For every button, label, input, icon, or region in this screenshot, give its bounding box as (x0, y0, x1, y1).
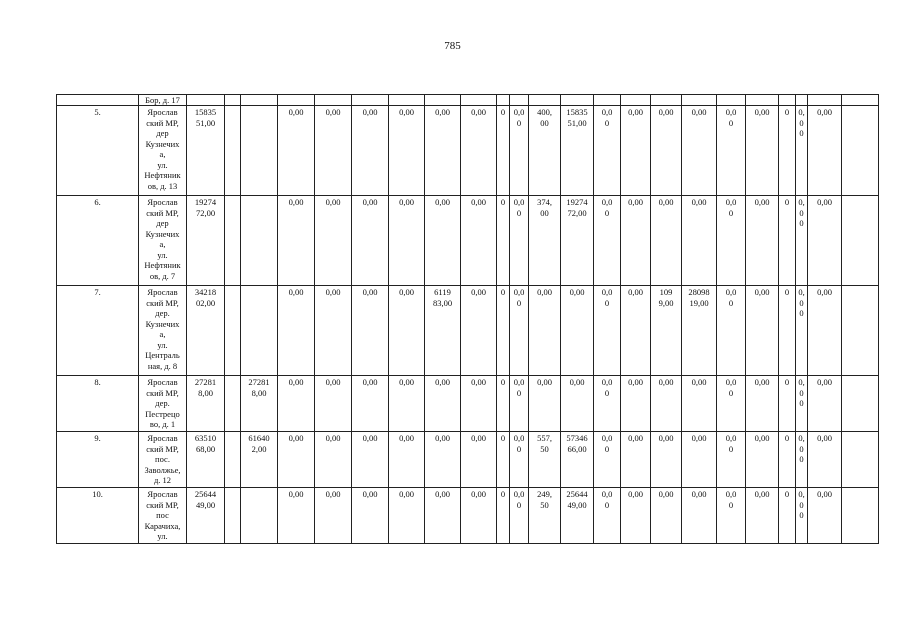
address-cell: Ярослав ский МР, дер Кузнечих а, ул. Нефтяник ов, д. 7 (139, 196, 187, 286)
value-cell: 0,00 (389, 488, 425, 544)
value-cell (241, 488, 278, 544)
row-number-cell: 5. (57, 106, 139, 196)
table-cell (225, 376, 241, 432)
value-cell: 0 (497, 286, 510, 376)
value-cell: 0,0 0 (594, 286, 621, 376)
value-cell: 0,0 0 (717, 286, 746, 376)
value-cell: 0,00 (461, 488, 497, 544)
address-cell: Ярослав ский МР, пос Карачиха, ул. (139, 488, 187, 544)
value-cell: 0 (497, 106, 510, 196)
value-cell: 0,00 (808, 376, 842, 432)
value-cell: 0,00 (510, 376, 529, 432)
value-cell: 0,0 0 (594, 488, 621, 544)
value-cell: 0,00 (682, 106, 717, 196)
value-cell: 0,00 (529, 376, 561, 432)
value-cell: 0,00 (621, 488, 651, 544)
row-number-cell: 6. (57, 196, 139, 286)
value-cell: 0,00 (461, 432, 497, 488)
value-cell: 0 (779, 286, 796, 376)
value-cell: 0,00 (651, 106, 682, 196)
value-cell: 0,00 (808, 488, 842, 544)
value-cell: 0,00 (510, 286, 529, 376)
value-cell: 0 (497, 376, 510, 432)
value-cell: 0,00 (278, 432, 315, 488)
value-cell: 0,00 (510, 196, 529, 286)
value-cell: 0,00 (389, 286, 425, 376)
value-cell: 0,00 (315, 376, 352, 432)
value-cell: 0,0 0 (717, 106, 746, 196)
value-cell: 0,00 (510, 432, 529, 488)
value-cell: 0,0 0 (594, 106, 621, 196)
address-cell: Ярослав ский МР, пос. Заволжье, д. 12 (139, 432, 187, 488)
value-cell: 0,00 (621, 196, 651, 286)
table-cell (225, 432, 241, 488)
value-cell: 28098 19,00 (682, 286, 717, 376)
table-cell (57, 95, 139, 106)
value-cell: 557, 50 (529, 432, 561, 488)
value-cell: 0 (497, 196, 510, 286)
value-cell: 0,00 (651, 432, 682, 488)
value-cell: 0 (497, 488, 510, 544)
value-cell: 6119 83,00 (425, 286, 461, 376)
table-row (57, 488, 879, 544)
value-cell: 0,00 (425, 488, 461, 544)
value-cell: 0,00 (389, 196, 425, 286)
value-cell: 0,00 (746, 286, 779, 376)
value-cell: 0,00 (315, 286, 352, 376)
value-cell: 0,00 (808, 432, 842, 488)
value-cell: 0,00 (682, 376, 717, 432)
value-cell: 0,00 (682, 432, 717, 488)
table-cell (225, 196, 241, 286)
value-cell: 0 (779, 432, 796, 488)
value-cell: 0,00 (461, 106, 497, 196)
value-cell: 0,0 0 (594, 432, 621, 488)
value-cell: 0,0 0 (717, 432, 746, 488)
value-cell: 0,00 (352, 488, 389, 544)
value-cell: 0,00 (746, 196, 779, 286)
value-cell: 400, 00 (529, 106, 561, 196)
value-cell: 0,00 (746, 376, 779, 432)
value-cell: 0,00 (352, 432, 389, 488)
table-row (57, 106, 879, 196)
value-cell: 0,00 (315, 432, 352, 488)
address-cell: Ярослав ский МР, дер. Кузнечих а, ул. Централь ная, д. 8 (139, 286, 187, 376)
value-cell: 0,00 (621, 286, 651, 376)
value-cell: 27281 8,00 (241, 376, 278, 432)
value-cell: 0,00 (315, 196, 352, 286)
table-cell (842, 488, 879, 544)
value-cell: 0,0 0 (594, 196, 621, 286)
value-cell: 0,00 (651, 376, 682, 432)
value-cell: 0,00 (510, 106, 529, 196)
table-cell (842, 106, 879, 196)
row-number-cell: 8. (57, 376, 139, 432)
value-cell: 0,00 (352, 106, 389, 196)
value-cell: 0,00 (389, 432, 425, 488)
value-cell: 0,00 (278, 196, 315, 286)
value-cell: 0,00 (796, 432, 808, 488)
value-cell: 0,0 0 (594, 376, 621, 432)
value-cell: 0 (779, 376, 796, 432)
value-cell: 0,00 (621, 106, 651, 196)
row-number-cell: 9. (57, 432, 139, 488)
row-number-cell: 7. (57, 286, 139, 376)
value-cell: 0,00 (796, 106, 808, 196)
value-cell: 0,00 (461, 196, 497, 286)
value-cell: 0,00 (651, 488, 682, 544)
value-cell: 34218 02,00 (187, 286, 225, 376)
value-cell: 0,00 (796, 376, 808, 432)
address-cell: Ярослав ский МР, дер. Пестрецо во, д. 1 (139, 376, 187, 432)
value-cell: 0,00 (746, 432, 779, 488)
value-cell: 19274 72,00 (187, 196, 225, 286)
value-cell: 0,00 (808, 106, 842, 196)
table-cell (225, 488, 241, 544)
table-cell (225, 286, 241, 376)
value-cell: 0,00 (796, 488, 808, 544)
value-cell: 0,00 (425, 432, 461, 488)
value-cell: 0,00 (278, 488, 315, 544)
table-cell (842, 286, 879, 376)
value-cell: 0,00 (461, 286, 497, 376)
value-cell: 0,00 (796, 196, 808, 286)
value-cell (241, 106, 278, 196)
value-cell: 0,00 (389, 376, 425, 432)
data-table (56, 94, 879, 544)
value-cell: 0,00 (315, 488, 352, 544)
value-cell: 25644 49,00 (561, 488, 594, 544)
value-cell: 0,00 (425, 376, 461, 432)
value-cell: 61640 2,00 (241, 432, 278, 488)
value-cell: 0,0 0 (717, 488, 746, 544)
value-cell: 0,00 (746, 106, 779, 196)
table-cell (842, 376, 879, 432)
value-cell: 249, 50 (529, 488, 561, 544)
value-cell: 0,0 0 (717, 376, 746, 432)
page-number: 785 (444, 40, 461, 52)
value-cell: 0 (779, 196, 796, 286)
value-cell: 15835 51,00 (561, 106, 594, 196)
address-cell: Бор, д. 17 (139, 95, 187, 106)
table-cell (842, 432, 879, 488)
value-cell: 0,00 (682, 196, 717, 286)
value-cell: 0 (497, 432, 510, 488)
address-cell: Ярослав ский МР, дер Кузнечих а, ул. Нефтяник ов, д. 13 (139, 106, 187, 196)
value-cell: 19274 72,00 (561, 196, 594, 286)
value-cell: 27281 8,00 (187, 376, 225, 432)
value-cell (241, 286, 278, 376)
value-cell: 0,00 (621, 376, 651, 432)
value-cell: 0,00 (651, 196, 682, 286)
value-cell: 25644 49,00 (187, 488, 225, 544)
value-cell: 57346 66,00 (561, 432, 594, 488)
table-cell (842, 196, 879, 286)
table-row (57, 286, 879, 376)
value-cell: 0,00 (278, 376, 315, 432)
value-cell: 0,00 (796, 286, 808, 376)
value-cell: 0,00 (808, 286, 842, 376)
value-cell: 0,00 (278, 106, 315, 196)
value-cell: 0,00 (352, 286, 389, 376)
value-cell: 0,00 (561, 376, 594, 432)
row-number-cell: 10. (57, 488, 139, 544)
table-row-continuation (57, 95, 879, 106)
value-cell: 0,00 (315, 106, 352, 196)
value-cell: 0,00 (278, 286, 315, 376)
value-cell: 0,00 (561, 286, 594, 376)
value-cell: 0,00 (808, 196, 842, 286)
value-cell: 109 9,00 (651, 286, 682, 376)
value-cell: 0,00 (510, 488, 529, 544)
value-cell: 0,00 (746, 488, 779, 544)
table-row (57, 196, 879, 286)
table-cell (225, 106, 241, 196)
table-row (57, 376, 879, 432)
value-cell: 0,00 (461, 376, 497, 432)
value-cell: 0,00 (529, 286, 561, 376)
value-cell: 0,00 (352, 196, 389, 286)
value-cell: 0,00 (352, 376, 389, 432)
value-cell: 0 (779, 106, 796, 196)
value-cell: 0,00 (389, 106, 425, 196)
value-cell: 0,00 (682, 488, 717, 544)
value-cell: 63510 68,00 (187, 432, 225, 488)
value-cell: 0,00 (621, 432, 651, 488)
value-cell: 0,00 (425, 196, 461, 286)
value-cell: 0,00 (425, 106, 461, 196)
value-cell: 0 (779, 488, 796, 544)
value-cell: 374, 00 (529, 196, 561, 286)
value-cell: 15835 51,00 (187, 106, 225, 196)
value-cell: 0,0 0 (717, 196, 746, 286)
value-cell (241, 196, 278, 286)
table-row (57, 432, 879, 488)
